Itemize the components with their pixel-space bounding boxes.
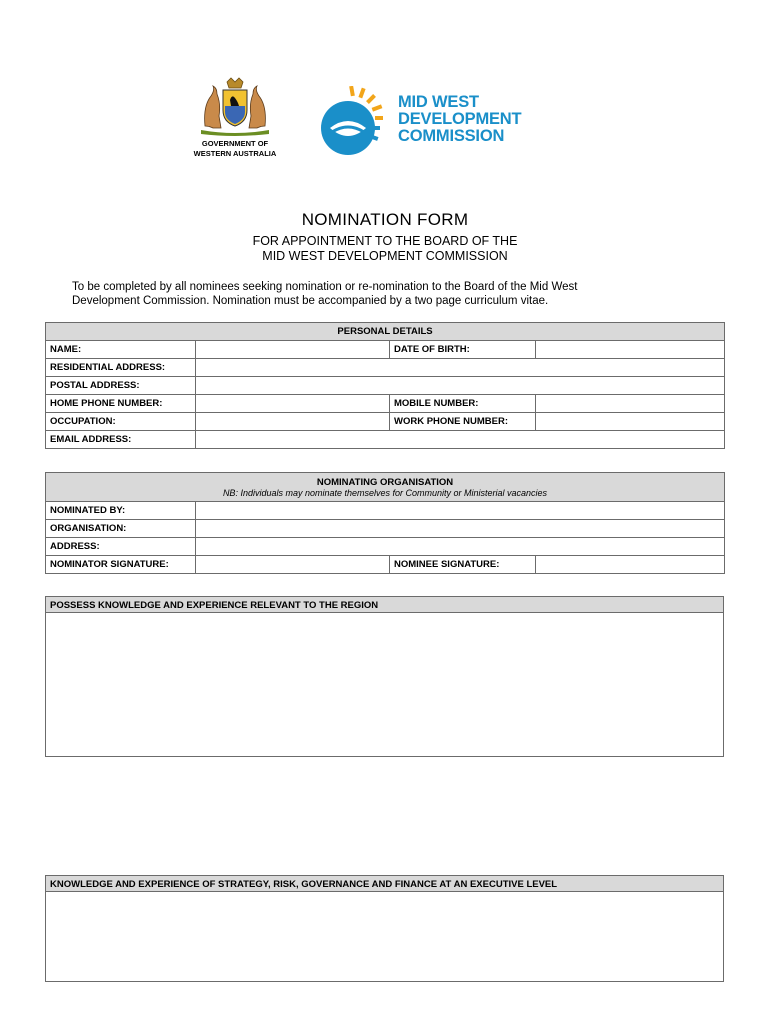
organisation-label: ORGANISATION: [46, 520, 196, 538]
intro-text [72, 280, 692, 308]
nominated-by-label: NOMINATED BY: [46, 502, 196, 520]
header-logos [0, 76, 770, 176]
form-subtitle-2: MID WEST DEVELOPMENT COMMISSION [262, 249, 508, 263]
occupation-field[interactable] [196, 413, 390, 431]
postal-address-label: POSTAL ADDRESS: [46, 377, 196, 395]
mobile-label: MOBILE NUMBER: [390, 395, 536, 413]
home-phone-field[interactable] [196, 395, 390, 413]
personal-details-heading: PERSONAL DETAILS [46, 323, 725, 341]
nominating-note: NB: Individuals may nominate themselves for Community or Ministerial vacancies [222, 487, 548, 498]
coat-of-arms-icon [195, 76, 275, 138]
mwdc-logo [314, 86, 524, 156]
form-subtitle-1: FOR APPOINTMENT TO THE BOARD OF THE [252, 234, 518, 248]
home-phone-label: HOME PHONE NUMBER: [46, 395, 196, 413]
sun-horizon-icon [314, 86, 394, 156]
commission-wordmark [398, 94, 521, 145]
name-field[interactable] [196, 341, 390, 359]
nominating-organisation-heading [46, 473, 725, 502]
mobile-field[interactable] [536, 395, 725, 413]
dob-field[interactable] [536, 341, 725, 359]
region-section-heading: POSSESS KNOWLEDGE AND EXPERIENCE RELEVANT TO THE REGION [45, 596, 724, 613]
work-phone-field[interactable] [536, 413, 725, 431]
nominee-signature-field[interactable] [536, 556, 725, 574]
residential-address-field[interactable] [196, 359, 725, 377]
commission-line-3: COMMISSION [398, 127, 505, 145]
wa-government-logo [188, 76, 282, 168]
intro-line-2: Development Commission. Nomination must be accompanied by a two page curriculum vitae. [72, 295, 549, 307]
commission-line-1: MID WEST [398, 93, 479, 111]
gov-line-1: GOVERNMENT OF [201, 139, 269, 148]
strategy-section-heading: KNOWLEDGE AND EXPERIENCE OF STRATEGY, RISK, GOVERNANCE AND FINANCE AT AN EXECUTIVE LEVEL [45, 875, 724, 892]
region-section-field[interactable] [45, 613, 724, 757]
nominee-signature-label: NOMINEE SIGNATURE: [390, 556, 536, 574]
work-phone-label: WORK PHONE NUMBER: [390, 413, 536, 431]
organisation-field[interactable] [196, 520, 725, 538]
residential-address-label: RESIDENTIAL ADDRESS: [46, 359, 196, 377]
nominator-signature-label: NOMINATOR SIGNATURE: [46, 556, 196, 574]
occupation-label: OCCUPATION: [46, 413, 196, 431]
nominator-signature-field[interactable] [196, 556, 390, 574]
nominating-heading-text: NOMINATING ORGANISATION [316, 476, 454, 488]
dob-label: DATE OF BIRTH: [390, 341, 536, 359]
commission-line-2: DEVELOPMENT [398, 110, 522, 128]
gov-line-2: WESTERN AUSTRALIA [193, 149, 277, 158]
nominated-by-field[interactable] [196, 502, 725, 520]
intro-line-1: To be completed by all nominees seeking nomination or re-nomination to the Board of the Mid West [72, 281, 578, 293]
name-label: NAME: [46, 341, 196, 359]
postal-address-field[interactable] [196, 377, 725, 395]
personal-details-table [45, 322, 725, 449]
strategy-section-field[interactable] [45, 892, 724, 982]
form-title: NOMINATION FORM [301, 210, 469, 229]
email-field[interactable] [196, 431, 725, 449]
form-title-block [0, 210, 770, 264]
address-field[interactable] [196, 538, 725, 556]
nominating-organisation-table [45, 472, 725, 574]
email-label: EMAIL ADDRESS: [46, 431, 196, 449]
address-label: ADDRESS: [46, 538, 196, 556]
